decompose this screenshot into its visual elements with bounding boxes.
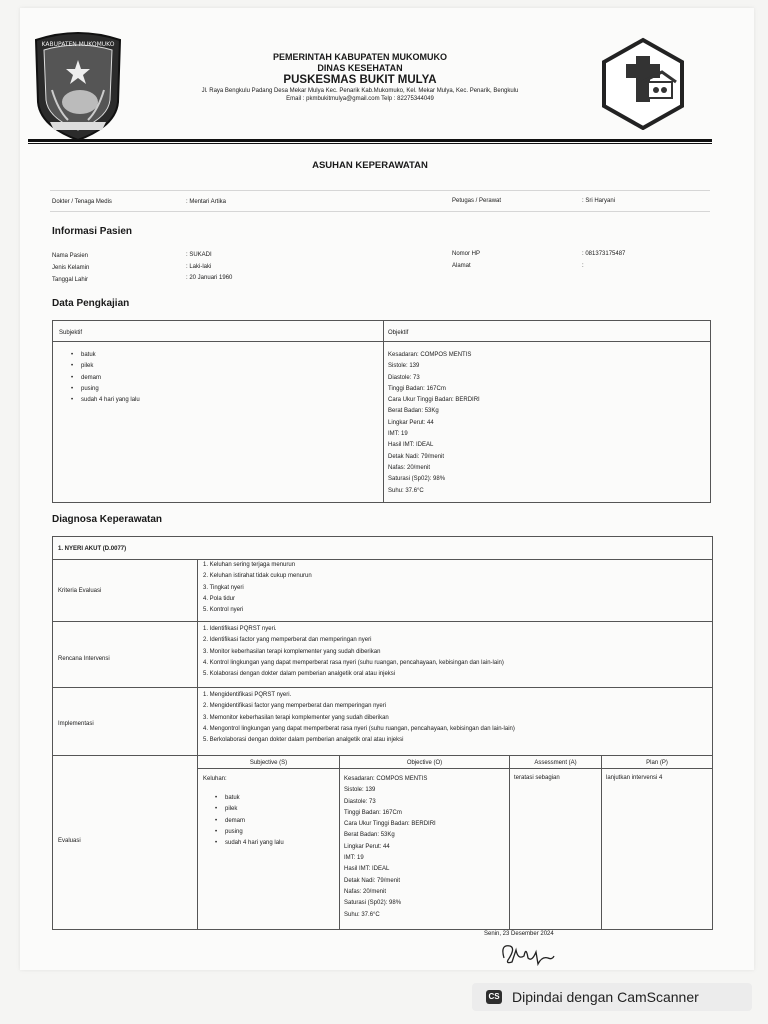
implementation-label: Implementasi [58, 721, 94, 727]
objective-item: Cara Ukur Tinggi Badan: BERDIRI [388, 397, 480, 404]
objective-item: IMT: 19 [388, 431, 408, 438]
letterhead-rule [28, 139, 712, 142]
regency-crest-logo [28, 30, 128, 142]
criteria-label: Kriteria Evaluasi [58, 588, 102, 594]
eval-s-list [213, 793, 333, 849]
patient-gender-value: Laki-laki [189, 264, 212, 270]
objective-item: Nafas: 20/menit [388, 464, 431, 471]
implementation-item: 5. Berkolaborasi dengan dokter dalam pemberian analgetik oral atau injeksi [203, 737, 404, 744]
patient-dob-label: Tanggal Lahir [52, 277, 89, 283]
list-item: • pusing [69, 384, 369, 395]
eval-assessment: teratasi sebagian [514, 775, 560, 781]
plan-item: 5. Kolaborasi dengan dokter dalam pemberian analgetik oral atau injeksi [203, 671, 396, 678]
subjective-header: Subjektif [59, 330, 83, 336]
objective-header: Objektif [388, 330, 409, 336]
patient-dob-value: 20 Januari 1960 [189, 275, 233, 281]
eval-o-item: Tinggi Badan: 167Cm [344, 809, 402, 816]
letterhead-address: Jl. Raya Bengkulu Padang Desa Mekar Mulya Kec. Penarik Kab.Mukomuko, Kel. Mekar Mulya, Kec. Penarik, Bengkulu [201, 88, 519, 94]
plan-list [203, 624, 708, 680]
eval-o-list [344, 774, 504, 921]
criteria-item: 5. Kontrol nyeri [203, 607, 244, 614]
plan-item: 3. Monitor keberhasilan terapi komplementer yang sudah diberikan [203, 648, 381, 655]
objective-item: Sistole: 139 [388, 363, 420, 370]
objective-item: Berat Badan: 53Kg [388, 408, 439, 415]
assessment-table [52, 320, 711, 503]
objective-item: Detak Nadi: 79/menit [388, 453, 445, 460]
letterhead-rule-thin [28, 143, 712, 144]
objective-item: Tinggi Badan: 167Cm [388, 385, 446, 392]
patient-name-label: Nama Pasien [52, 253, 89, 259]
implementation-list [203, 690, 708, 746]
divider [50, 211, 710, 212]
patient-info-heading: Informasi Pasien [52, 226, 133, 237]
nurse-value: Sri Haryani [585, 198, 616, 204]
implementation-item: 1. Mengidentifikasi PQRST nyeri. [203, 692, 292, 698]
list-item: • pilek [69, 361, 369, 372]
soap-p-header: Plan (P) [646, 760, 668, 766]
eval-o-item: Hasil IMT: IDEAL [344, 866, 390, 873]
plan-item: 2. Identifikasi factor yang memperberat dan memperingan nyeri [203, 637, 372, 644]
eval-o-item: Detak Nadi: 79/menit [344, 877, 401, 884]
nurse-label: Petugas / Perawat [452, 198, 502, 204]
eval-o-item: Kesadaran: COMPOS MENTIS [344, 776, 428, 782]
criteria-list [203, 560, 703, 616]
objective-item: Suhu: 37.6°C [388, 487, 424, 494]
eval-o-item: Lingkar Perut: 44 [344, 843, 390, 850]
camscanner-badge [472, 983, 752, 1011]
patient-gender-label: Jenis Kelamin [52, 265, 90, 271]
eval-s-intro: Keluhan: [203, 776, 227, 782]
patient-phone-label: Nomor HP [452, 251, 481, 257]
plan-label: Rencana Intervensi [58, 656, 110, 662]
criteria-item: 4. Pola tidur [203, 595, 236, 602]
list-item: • sudah 4 hari yang lalu [69, 395, 369, 406]
subjective-list [69, 350, 369, 406]
diagnosis-title: 1. NYERI AKUT (D.0077) [58, 546, 127, 552]
list-item: • batuk [69, 350, 369, 361]
camscanner-icon: CS [486, 990, 502, 1004]
soap-s-header: Subjective (S) [249, 760, 288, 766]
objective-item: Lingkar Perut: 44 [388, 419, 434, 426]
patient-name-value: SUKADI [189, 252, 212, 258]
signature-image [498, 938, 558, 968]
criteria-item: 2. Keluhan istirahat tidak cukup menurun [203, 573, 312, 580]
eval-o-item: Berat Badan: 53Kg [344, 832, 395, 839]
objective-item: Saturasi (Sp02): 98% [388, 476, 446, 483]
evaluation-label: Evaluasi [58, 838, 81, 844]
objective-item: Hasil IMT: IDEAL [388, 442, 434, 449]
criteria-item: 3. Tingkat nyeri [203, 584, 244, 591]
diagnosis-heading: Diagnosa Keperawatan [52, 514, 163, 525]
assessment-heading: Data Pengkajian [52, 298, 130, 309]
eval-o-item: Cara Ukur Tinggi Badan: BERDIRI [344, 821, 436, 828]
letterhead-government: PEMERINTAH KABUPATEN MUKOMUKO [273, 52, 447, 62]
objective-list [388, 350, 688, 497]
list-item: • pusing [213, 827, 333, 838]
eval-o-item: IMT: 19 [344, 855, 364, 862]
soap-a-header: Assessment (A) [534, 760, 577, 766]
diagnosis-table [52, 536, 713, 930]
soap-o-header: Objective (O) [406, 760, 443, 766]
letterhead-contact: Email : pkmbukitmulya@gmail.com Telp : 82275344049 [286, 96, 434, 102]
patient-phone-value: 081373175487 [585, 251, 626, 257]
doctor-label: Dokter / Tenaga Medis [52, 199, 112, 205]
signature-date: Senin, 23 Desember 2024 [484, 931, 554, 937]
objective-item: Kesadaran: COMPOS MENTIS [388, 352, 472, 358]
patient-address-label: Alamat [452, 263, 471, 269]
eval-o-item: Sistole: 139 [344, 787, 376, 794]
eval-o-item: Diastole: 73 [344, 798, 376, 805]
divider [50, 190, 710, 191]
implementation-item: 3. Memonitor keberhasilan terapi komplementer yang sudah diberikan [203, 714, 389, 721]
letterhead-department: DINAS KESEHATAN [317, 63, 403, 73]
plan-item: 4. Kontrol lingkungan yang dapat memperberat rasa nyeri (suhu ruangan, pencahayaan, kebisingan dan lain-lain) [203, 659, 504, 666]
implementation-item: 4. Mengontrol lingkungan yang dapat memperberat rasa nyeri (suhu ruangan, pencahayaan, kebisingan dan lain-lain) [203, 725, 515, 732]
eval-plan: lanjutkan intervensi 4 [606, 775, 663, 781]
eval-o-item: Suhu: 37.6°C [344, 911, 380, 918]
criteria-item: 1. Keluhan sering terjaga menurun [203, 562, 296, 568]
eval-o-item: Nafas: 20/menit [344, 888, 387, 895]
document-title: ASUHAN KEPERAWATAN [312, 160, 428, 171]
eval-o-item: Saturasi (Sp02): 98% [344, 900, 402, 907]
svg-text:KABUPATEN MUKOMUKO: KABUPATEN MUKOMUKO [41, 41, 115, 48]
list-item: • demam [213, 816, 333, 827]
list-item: • demam [69, 373, 369, 384]
objective-item: Diastole: 73 [388, 374, 420, 381]
doctor-value: Mentari Artika [189, 199, 227, 205]
implementation-item: 2. Mengidentifikasi factor yang memperberat dan memperingan nyeri [203, 703, 387, 710]
letterhead [150, 52, 570, 103]
list-item: • sudah 4 hari yang lalu [213, 838, 333, 849]
camscanner-label: Dipindai dengan CamScanner [512, 989, 699, 1005]
letterhead-puskesmas: PUSKESMAS BUKIT MULYA [283, 74, 437, 86]
list-item: • pilek [213, 804, 333, 815]
puskesmas-logo [596, 36, 690, 130]
plan-item: 1. Identifikasi PQRST nyeri. [203, 626, 277, 632]
list-item: • batuk [213, 793, 333, 804]
